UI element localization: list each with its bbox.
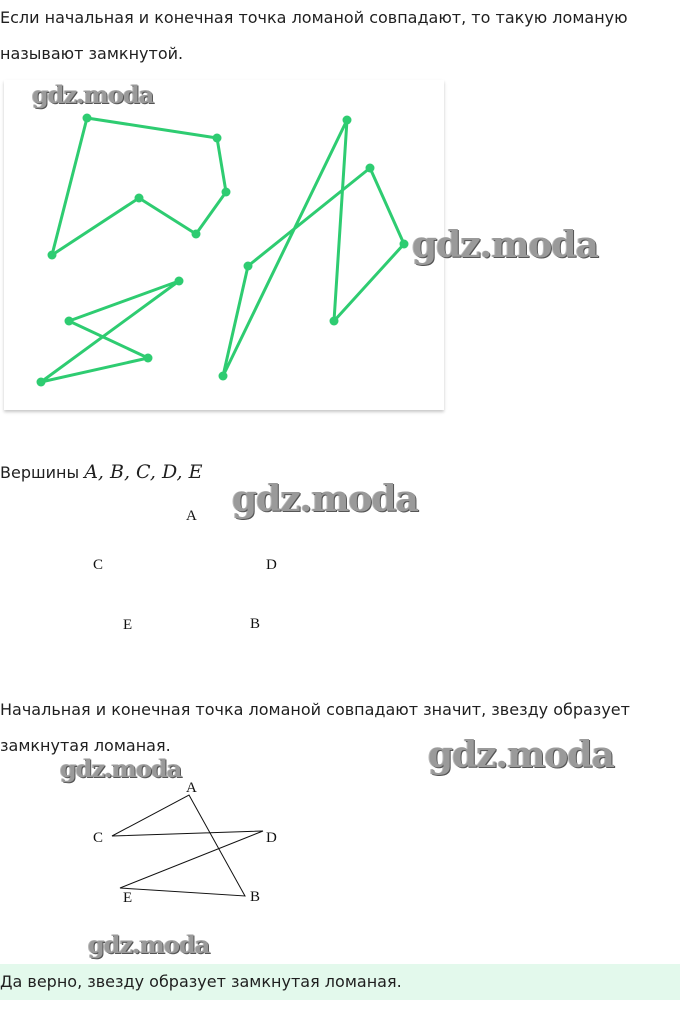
- vertex-c-label: C: [93, 557, 104, 573]
- watermark-logo: gdz.moda: [88, 930, 210, 959]
- star-vertex-d-label: D: [266, 830, 277, 846]
- vertices-math: A, B, C, D, E: [84, 461, 203, 483]
- vertex-b-label: B: [250, 616, 261, 632]
- intro-line-2: называют замкнутой.: [0, 44, 184, 63]
- intro-line-1: Если начальная и конечная точка ломаной совпадают, то такую ломаную: [0, 8, 628, 27]
- star-vertex-a-label: A: [186, 780, 197, 796]
- answer-text: Да верно, звезду образует замкнутая ломаная.: [0, 972, 402, 991]
- watermark-logo: gdz.moda: [428, 734, 614, 776]
- vertices-prefix: Вершины: [0, 463, 85, 482]
- star-vertex-c-label: C: [93, 830, 104, 846]
- explanation-line-2: замкнутая ломаная.: [0, 736, 171, 755]
- watermark-logo: gdz.moda: [232, 478, 418, 520]
- watermark-logo: gdz.moda: [60, 754, 182, 783]
- star-polyline: [112, 795, 263, 896]
- star-vertex-e-label: E: [123, 890, 133, 906]
- vertex-d-label: D: [266, 557, 277, 573]
- answer-box: [0, 964, 680, 1000]
- vertex-a-label: A: [186, 508, 197, 524]
- star-vertex-b-label: B: [250, 889, 261, 905]
- vertex-e-label: E: [123, 617, 133, 633]
- watermark-logo: gdz.moda: [32, 80, 154, 109]
- explanation-line-1: Начальная и конечная точка ломаной совпадают значит, звезду образует: [0, 700, 630, 719]
- watermark-logo: gdz.moda: [412, 224, 598, 266]
